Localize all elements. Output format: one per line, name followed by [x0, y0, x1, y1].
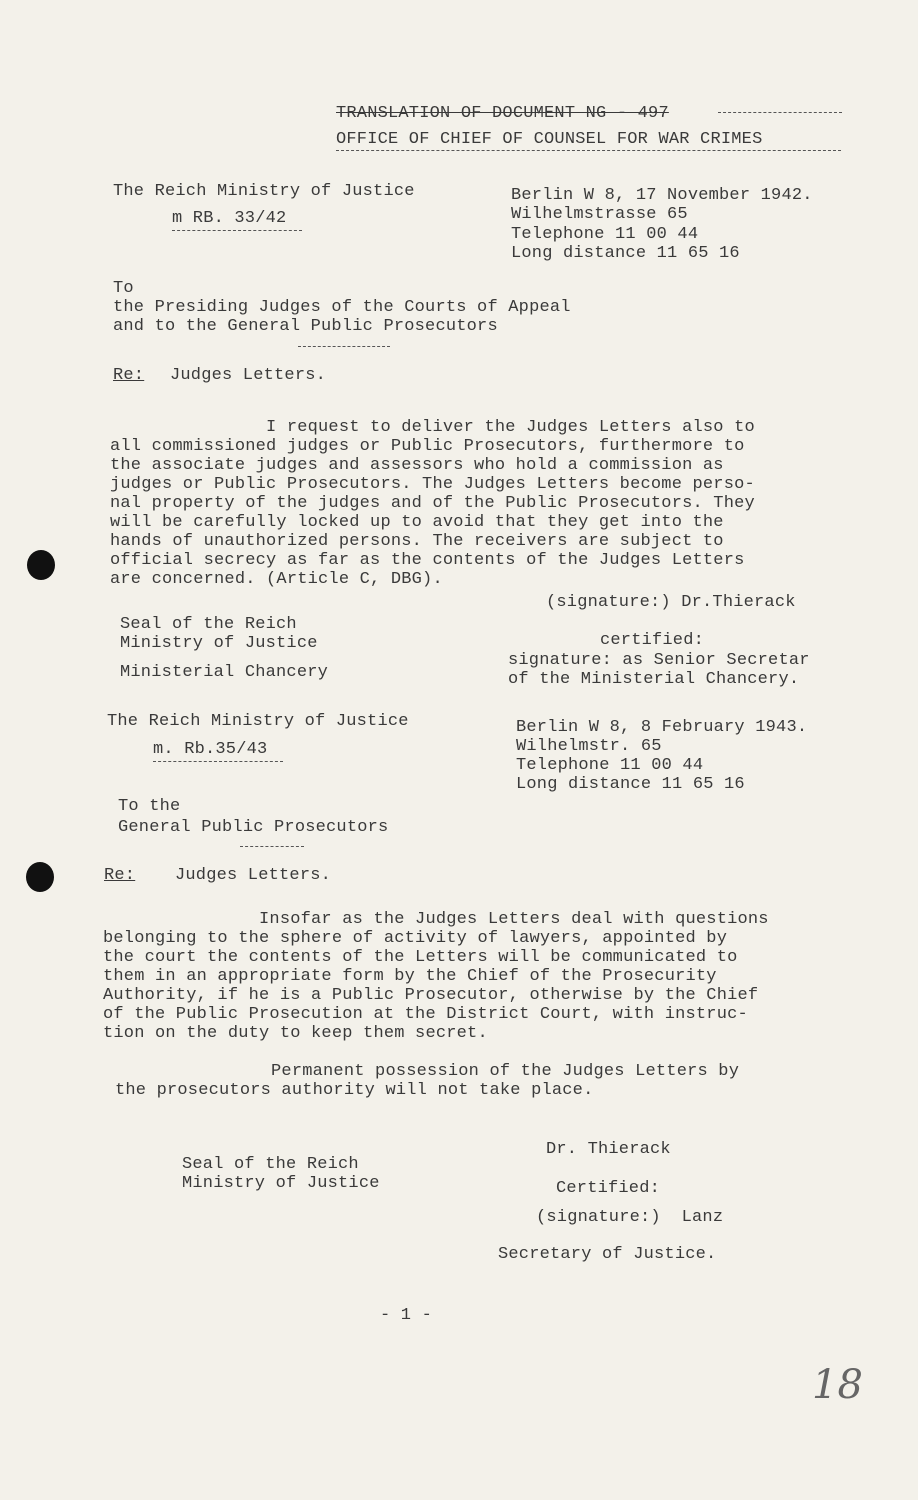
letter1-street: Wilhelmstrasse 65 [511, 205, 688, 224]
letter1-reference-underline [172, 230, 302, 231]
letter2-body-paragraph1: Insofar as the Judges Letters deal with questions belonging to the sphere of activity of lawyers, appointed by the court the contents of the Letters will be communicated to them in an appropriate form by the Chief of the Prosecurity Authority, if he is a Public Prosecutor, otherwise by the Chief of the Public Prosecution at the District Court, with instruc- tion on the duty to keep them secret. [103, 910, 769, 1043]
letter1-signature: (signature:) Dr.Thierack [546, 593, 796, 612]
letter1-place-date: Berlin W 8, 17 November 1942. [511, 186, 813, 205]
letter2-street: Wilhelmstr. 65 [516, 737, 662, 756]
office-heading: OFFICE OF CHIEF OF COUNSEL FOR WAR CRIMES [336, 130, 763, 149]
letter1-long-distance: Long distance 11 65 16 [511, 244, 740, 263]
letter2-re-subject: Judges Letters. [175, 866, 332, 885]
letter2-recipient: General Public Prosecutors [118, 818, 389, 837]
letter1-sender: The Reich Ministry of Justice [113, 182, 415, 201]
letter2-re-label: Re: [104, 866, 136, 885]
letter2-body-paragraph2: Permanent possession of the Judges Letters by the prosecutors authority will not take place. [115, 1062, 740, 1100]
page-number: - 1 - [380, 1306, 433, 1325]
letter2-seal-line2: Ministry of Justice [182, 1174, 380, 1193]
letter2-sender: The Reich Ministry of Justice [107, 712, 409, 731]
letter1-re-subject: Judges Letters. [170, 366, 327, 385]
letter1-reference: m RB. 33/42 [172, 209, 287, 228]
letter2-long-distance: Long distance 11 65 16 [516, 775, 745, 794]
letter1-cert-line1: signature: as Senior Secretar [508, 651, 810, 670]
letter1-cert-line2: of the Ministerial Chancery. [508, 670, 800, 689]
document-translation-heading: TRANSLATION OF DOCUMENT NG - 497 [336, 104, 669, 123]
letter1-recipient-line2: and to the General Public Prosecutors [113, 317, 498, 336]
letter1-telephone: Telephone 11 00 44 [511, 225, 699, 244]
header-dashed-rule [718, 112, 842, 113]
letter2-recipient-rule [240, 846, 304, 847]
letter2-seal-line1: Seal of the Reich [182, 1155, 359, 1174]
letter2-place-date: Berlin W 8, 8 February 1943. [516, 718, 808, 737]
letter1-certified: certified: [600, 631, 705, 650]
letter1-seal-line3: Ministerial Chancery [120, 663, 329, 682]
letter2-certified: Certified: [556, 1179, 661, 1198]
handwritten-folio-number: 18 [812, 1362, 863, 1408]
punch-hole-top [27, 550, 55, 580]
letter1-recipient-rule [298, 346, 390, 347]
letter1-re-label: Re: [113, 366, 145, 385]
letter1-body: I request to deliver the Judges Letters also to all commissioned judges or Public Prosecutors, furthermore to the associate judges and assessors who hold a commission as judges or Public Prosecutors. The Judges Letters become perso- nal property of the judges and of the Public Prosecutors. They will be carefully locked up to avoid that they get into the hands of unauthorized persons. The receivers are subject to official secrecy as far as the contents of the Judges Letters are concerned. (Article C, DBG). [110, 418, 755, 589]
letter1-recipient-line1: the Presiding Judges of the Courts of Appeal [113, 298, 571, 317]
letter1-seal-line2: Ministry of Justice [120, 634, 318, 653]
letter2-cert-signature: (signature:) Lanz [536, 1208, 724, 1227]
office-heading-underline [336, 150, 841, 151]
letter2-to: To the [118, 797, 181, 816]
letter1-to: To [113, 279, 134, 298]
punch-hole-bottom [26, 862, 54, 892]
letter2-cert-title: Secretary of Justice. [498, 1245, 717, 1264]
letter1-seal-line1: Seal of the Reich [120, 615, 297, 634]
letter2-signature: Dr. Thierack [546, 1140, 671, 1159]
letter2-telephone: Telephone 11 00 44 [516, 756, 704, 775]
letter2-reference: m. Rb.35/43 [153, 740, 268, 759]
letter2-reference-underline [153, 761, 283, 762]
